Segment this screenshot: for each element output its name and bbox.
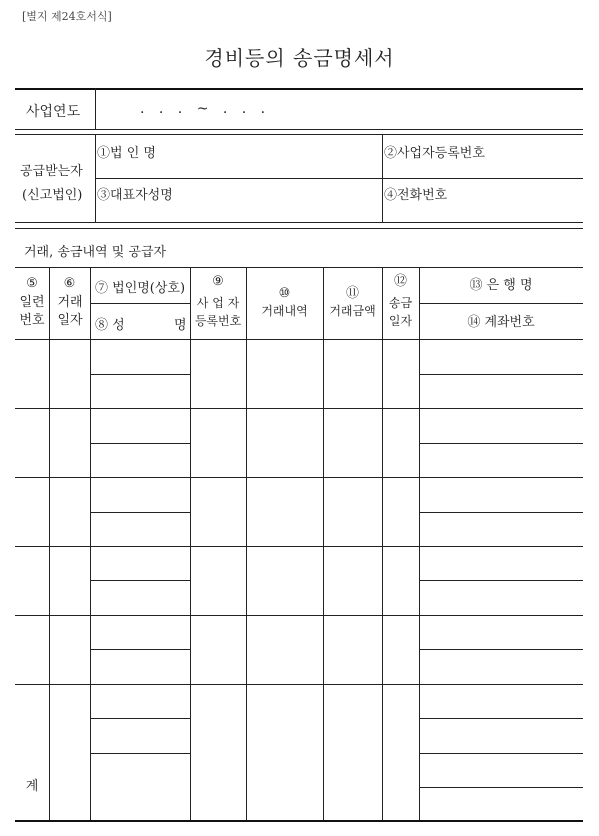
col-bank-name: ⑬ 은 행 명: [469, 278, 533, 293]
divider: [49, 267, 50, 820]
col-transaction-date-label: 거래일자: [57, 295, 83, 328]
divider: [95, 134, 96, 222]
divider: [15, 134, 583, 135]
divider: [15, 546, 583, 547]
divider: [15, 477, 583, 478]
recipient-label: 공급받는자: [20, 164, 83, 179]
divider: [246, 267, 247, 820]
table-bottom-border: [15, 820, 583, 822]
divider: [323, 267, 324, 820]
col-amount-number: ⑪: [345, 286, 359, 301]
divider: [419, 787, 583, 788]
col-serial-number: ⑤: [26, 276, 38, 291]
rep-name-label: ③대표자성명: [97, 188, 173, 203]
divider: [419, 374, 583, 375]
business-year-label: 사업연도: [26, 104, 81, 120]
divider: [15, 129, 583, 130]
col-corp-name: ⑦ 법인명(상호): [95, 281, 186, 296]
divider: [419, 753, 583, 754]
section-title: 거래, 송금내역 및 공급자: [24, 245, 167, 260]
col-serial-label: 일련번호: [19, 295, 45, 328]
table-top-border: [15, 88, 583, 90]
col-remit-date-number: ⑫: [393, 274, 407, 289]
col-person-name-a: ⑧ 성: [95, 318, 125, 333]
divider: [90, 443, 190, 444]
divider: [419, 649, 583, 650]
corp-name-label: ①법 인 명: [97, 146, 156, 161]
form-number-label: [별지 제24호서식]: [22, 10, 112, 23]
col-person-name-b: 명: [174, 318, 187, 333]
divider: [419, 718, 583, 719]
phone-label: ④전화번호: [384, 188, 448, 203]
divider: [95, 88, 96, 129]
divider: [419, 443, 583, 444]
divider: [90, 649, 190, 650]
col-account-number: ⑭ 계좌번호: [467, 315, 535, 330]
divider: [419, 267, 420, 820]
divider: [15, 615, 583, 616]
divider: [90, 267, 91, 820]
divider: [15, 222, 583, 223]
divider: [419, 512, 583, 513]
business-year-value: . . . ~ . . .: [140, 101, 266, 117]
divider: [90, 512, 190, 513]
divider: [95, 178, 583, 179]
divider: [90, 580, 190, 581]
col-amount-label: 거래금액: [329, 304, 376, 318]
divider: [90, 374, 190, 375]
col-details-label: 거래내역: [261, 304, 308, 318]
divider: [419, 303, 583, 304]
biz-reg-no-label: ②사업자등록번호: [384, 146, 485, 161]
col-remit-date-label: 송금일자: [388, 296, 413, 328]
divider: [90, 753, 190, 754]
col-biz-reg-number: ⑨: [212, 274, 224, 289]
divider: [190, 267, 191, 820]
divider: [15, 228, 583, 229]
divider: [15, 684, 583, 685]
divider: [419, 580, 583, 581]
divider: [382, 267, 383, 820]
recipient-sublabel: (신고법인): [22, 188, 83, 203]
divider: [15, 339, 583, 340]
total-label: 계: [25, 779, 39, 794]
page-title: 경비등의 송금명세서: [204, 46, 395, 70]
col-details-number: ⑩: [278, 286, 291, 301]
divider: [90, 303, 190, 304]
col-transaction-date-number: ⑥: [63, 276, 76, 291]
col-biz-reg-label: 사 업 자등록번호: [194, 296, 242, 328]
divider: [382, 134, 383, 222]
divider: [15, 408, 583, 409]
divider: [90, 718, 190, 719]
divider: [15, 267, 583, 268]
